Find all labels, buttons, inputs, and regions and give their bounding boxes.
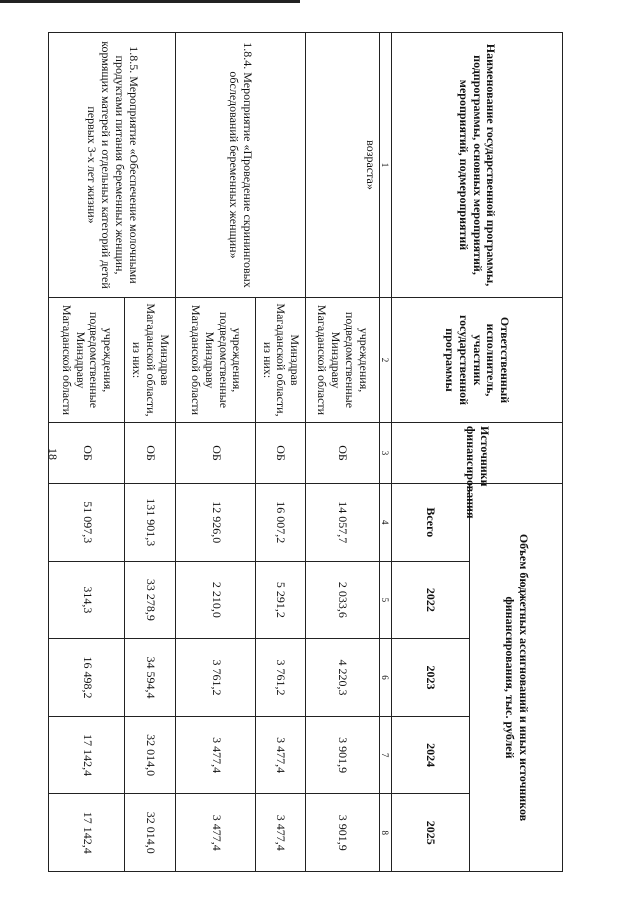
row-executor: учреждения, подведомственные Минздраву Магаданской области [49, 298, 125, 423]
header-2022: 2022 [391, 561, 469, 639]
row-executor: учреждения, подведомственные Минздраву Магаданской области [305, 298, 379, 423]
table-row [256, 33, 305, 872]
col-number: 8 [379, 794, 391, 872]
row-2025: 3 901,9 [305, 794, 379, 872]
row-2022: 314,3 [49, 561, 125, 639]
row-2023: 3 761,2 [176, 639, 256, 717]
col-number: 3 [379, 423, 391, 484]
header-executor: Ответственный исполнитель, участник государственной программы [391, 298, 562, 423]
row-2024: 17 142,4 [49, 716, 125, 794]
row-2022: 5 291,2 [256, 561, 305, 639]
header-2023: 2023 [391, 639, 469, 717]
table-row [305, 33, 379, 872]
header-2025: 2025 [391, 794, 469, 872]
row-2022: 2 033,6 [305, 561, 379, 639]
row-total: 16 007,2 [256, 484, 305, 562]
row-source: ОБ [305, 423, 379, 484]
row-name: 1.8.4. Мероприятие «Проведение скрининговых обследований беременных женщин» [176, 33, 306, 298]
row-total: 131 901,3 [125, 484, 176, 562]
row-source: ОБ [49, 423, 125, 484]
col-number: 1 [379, 33, 391, 298]
row-2025: 3 477,4 [256, 794, 305, 872]
top-rule [0, 0, 300, 3]
row-2023: 4 220,3 [305, 639, 379, 717]
header-name: Наименование государственной программы, подпрограммы, основных мероприятий, мероприятий, подмероприятий [391, 33, 562, 298]
header-total: Всего [391, 484, 469, 562]
col-number: 7 [379, 716, 391, 794]
page-number: 18 [46, 448, 60, 460]
row-name: возраста» [305, 33, 379, 298]
row-2024: 32 014,0 [125, 716, 176, 794]
table-row [125, 33, 176, 872]
row-total: 12 926,0 [176, 484, 256, 562]
col-number: 6 [379, 639, 391, 717]
rotated-table-container [48, 32, 563, 872]
row-2024: 3 477,4 [176, 716, 256, 794]
header-source: Источники финансирования [391, 423, 562, 484]
row-executor: Минздрав Магаданской области, из них: [125, 298, 176, 423]
row-total: 51 097,3 [49, 484, 125, 562]
row-2025: 17 142,4 [49, 794, 125, 872]
row-2023: 16 498,2 [49, 639, 125, 717]
col-number: 2 [379, 298, 391, 423]
row-2025: 32 014,0 [125, 794, 176, 872]
budget-table [48, 32, 563, 872]
row-total: 14 057,7 [305, 484, 379, 562]
header-budget-group: Объем бюджетных ассигнований и иных источников финансирования, тыс. рублей [469, 484, 562, 872]
col-number: 4 [379, 484, 391, 562]
row-executor: Минздрав Магаданской области, из них: [256, 298, 305, 423]
row-2024: 3 477,4 [256, 716, 305, 794]
row-source: ОБ [176, 423, 256, 484]
row-source: ОБ [125, 423, 176, 484]
row-2023: 34 594,4 [125, 639, 176, 717]
row-executor: учреждения, подведомственные Минздраву Магаданской области [176, 298, 256, 423]
row-2022: 2 210,0 [176, 561, 256, 639]
header-2024: 2024 [391, 716, 469, 794]
row-2023: 3 761,2 [256, 639, 305, 717]
row-2025: 3 477,4 [176, 794, 256, 872]
row-name: 1.8.5. Мероприятие «Обеспечение молочными продуктами питания беременных женщин, кормящих матерей и отдельных категорий детей первых 3-х лет жизни» [49, 33, 176, 298]
row-source: ОБ [256, 423, 305, 484]
row-2024: 3 901,9 [305, 716, 379, 794]
col-number: 5 [379, 561, 391, 639]
row-2022: 33 278,9 [125, 561, 176, 639]
